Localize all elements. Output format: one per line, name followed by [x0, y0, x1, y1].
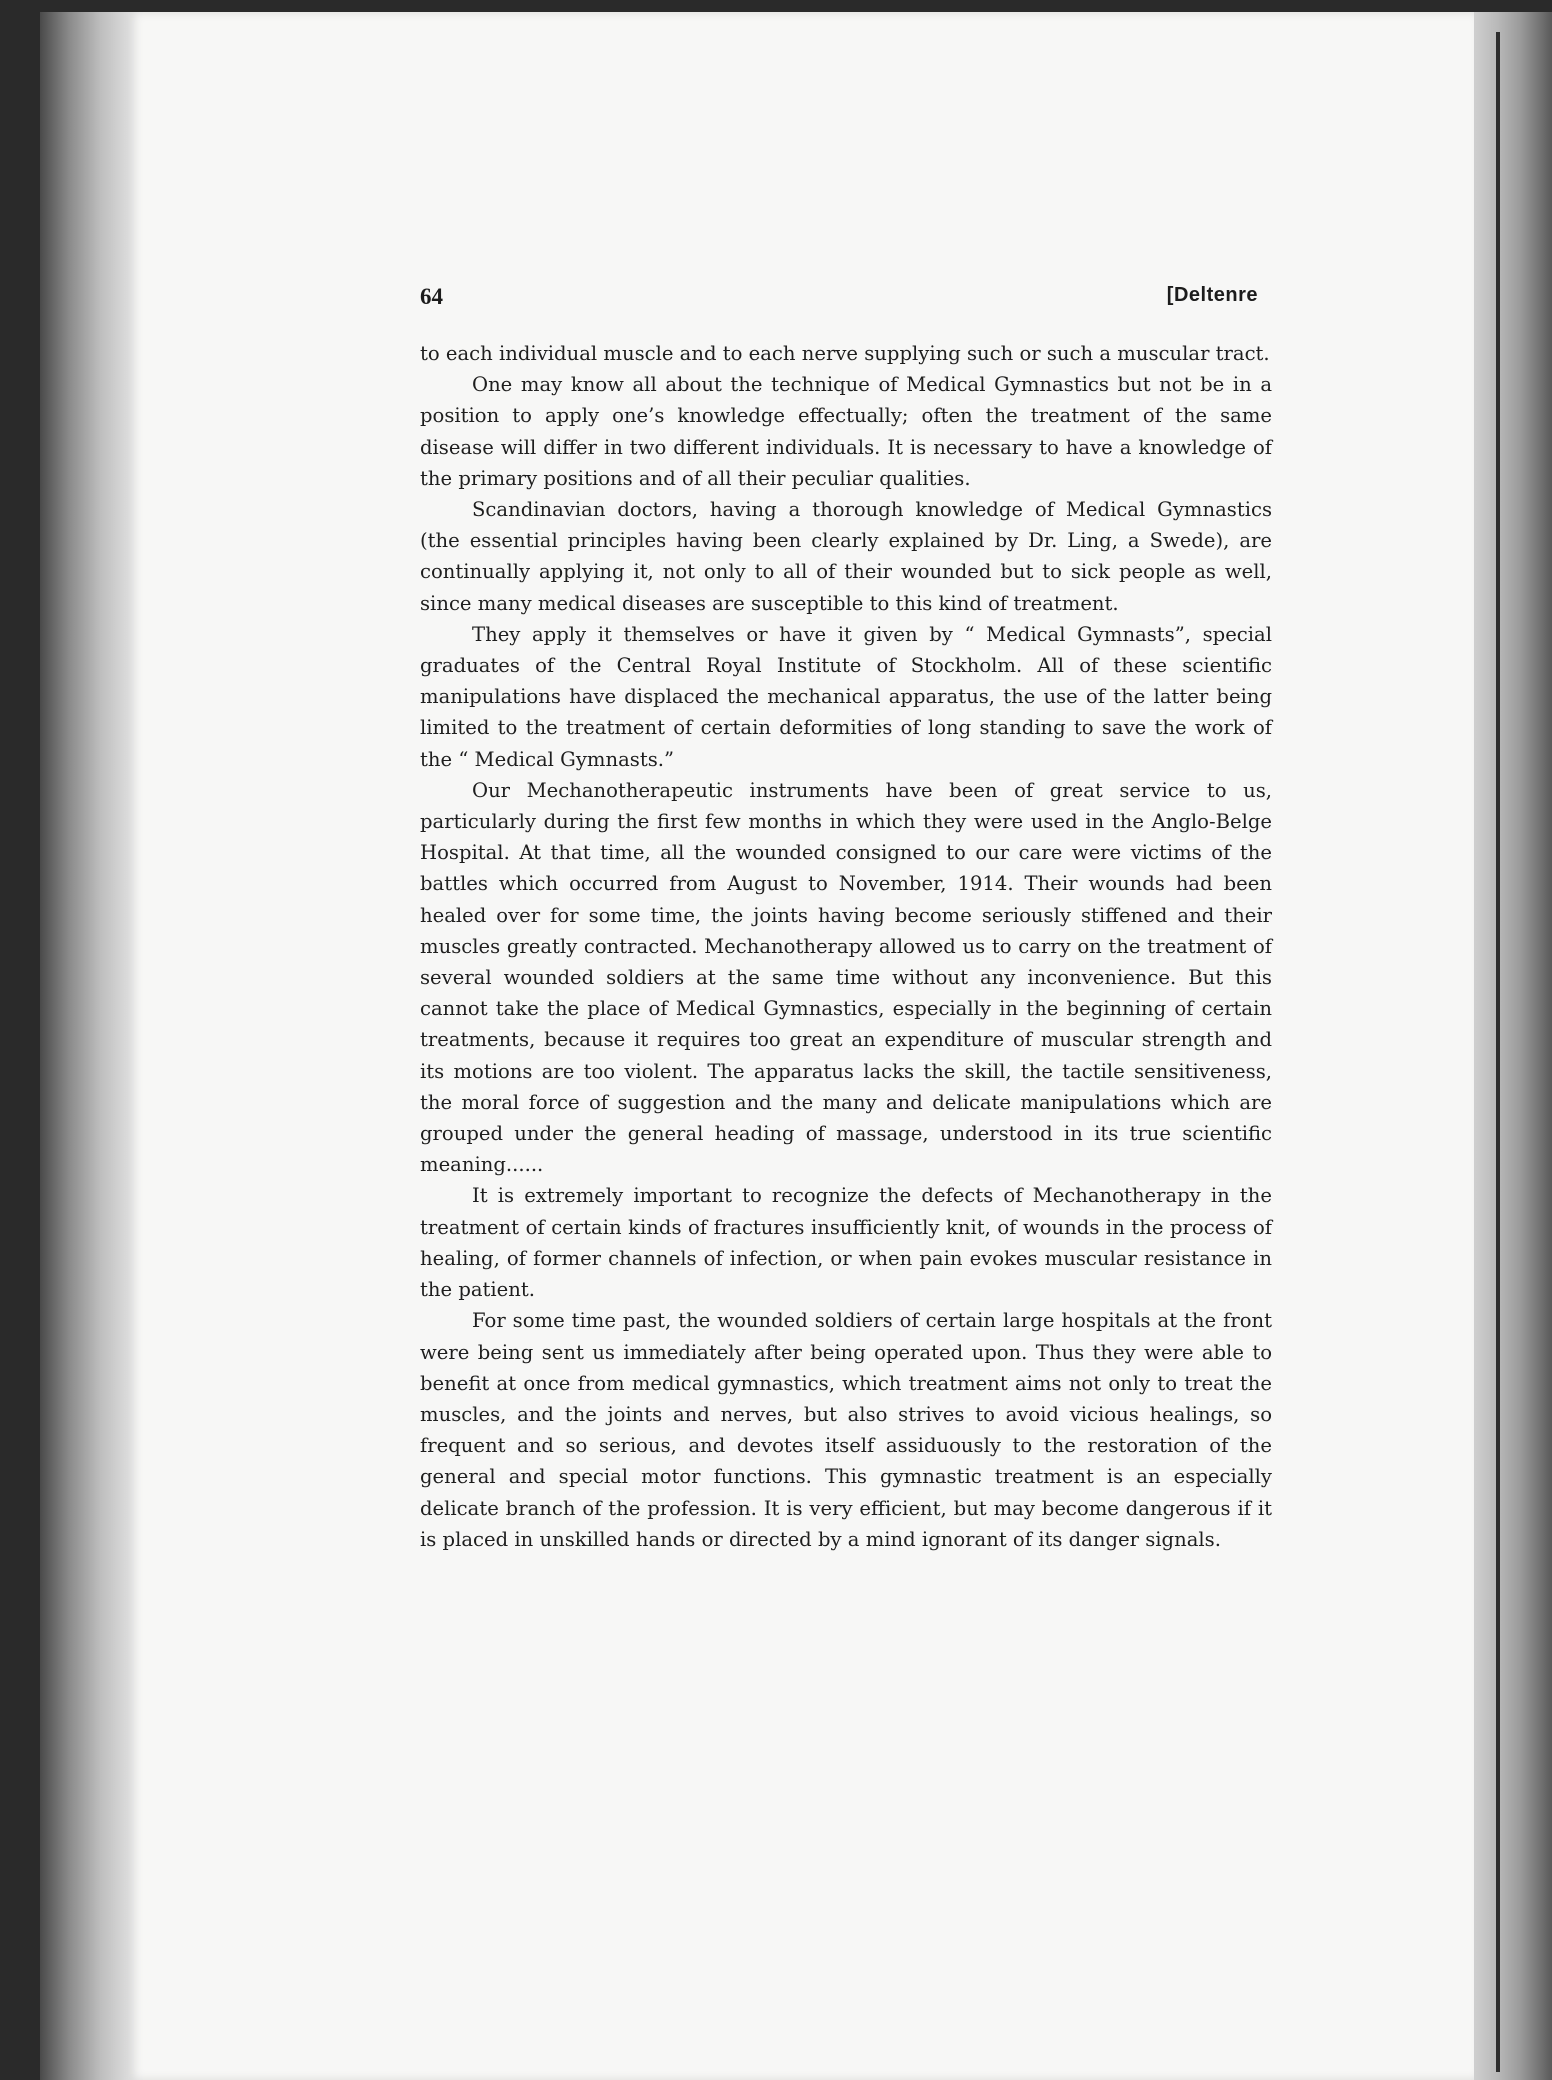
book-right-edge — [1474, 12, 1552, 2080]
running-head: [Deltenre — [1166, 284, 1258, 306]
paragraph: Our Mechanotherapeutic instruments have been of great service to us, particularly during the first few months in which they were used in the Anglo-Belge Hospital. At that time, all the wounded consigned to our care were victims of the battles which occurred from August to November, 1914. Their wounds had been healed over for some time, the joints having become seriously stiffened and their muscles greatly contracted. Mechanotherapy allowed us to carry on the treatment of several wounded soldiers at the same time without any inconvenience. But this cannot take the place of Medical Gymnastics, especially in the beginning of certain treatments, because it requires too great an expenditure of muscular strength and its motions are too violent. The apparatus lacks the skill, the tactile sensitiveness, the moral force of suggestion and the many and delicate manipulations which are grouped under the general heading of massage, understood in its true scientific meaning...... — [420, 778, 1272, 1177]
paragraph: They apply it themselves or have it given by “ Medical Gymnasts”, special graduates of the Central Royal Institute of Stockholm. All of these scientific manipulations have displaced the mechanical apparatus, the use of the latter being limited to the treatment of certain deformities of long standing to save the work of the “ Medical Gymnasts.” — [420, 622, 1272, 771]
page-header — [420, 284, 1258, 320]
paragraph: For some time past, the wounded soldiers of certain large hospitals at the front were being sent us immediately after being operated upon. Thus they were able to benefit at once from medical gymnastics, which treatment aims not only to treat the muscles, and the joints and nerves, but also strives to avoid vicious healings, so frequent and so serious, and devotes itself assiduously to the restoration of the general and special motor functions. This gymnastic treatment is an especially delicate branch of the profession. It is very efficient, but may become dangerous if it is placed in unskilled hands or directed by a mind ignorant of its danger signals. — [420, 1309, 1272, 1551]
paragraph: to each individual muscle and to each nerve supplying such or such a muscular tract. — [420, 342, 1270, 365]
book-left-edge — [40, 12, 140, 2080]
paragraph: Scandinavian doctors, having a thorough knowledge of Medical Gymnastics (the essential principles having been clearly explained by Dr. Ling, a Swede), are continually applying it, not only to all of their wounded but to sick people as well, since many medical diseases are susceptible to this kind of treatment. — [420, 498, 1272, 615]
page-number: 64 — [420, 284, 443, 309]
paragraph: One may know all about the technique of Medical Gymnastics but not be in a position to apply one’s knowledge effectually; often the treatment of the same disease will differ in two different individuals. It is necessary to have a knowledge of the primary positions and of all their peculiar qualities. — [420, 373, 1272, 490]
paragraph: It is extremely important to recognize the defects of Mechanotherapy in the treatment of certain kinds of fractures insufficiently knit, of wounds in the process of healing, of former channels of infection, or when pain evokes muscular resistance in the patient. — [420, 1184, 1272, 1302]
body-text — [420, 338, 1272, 1555]
